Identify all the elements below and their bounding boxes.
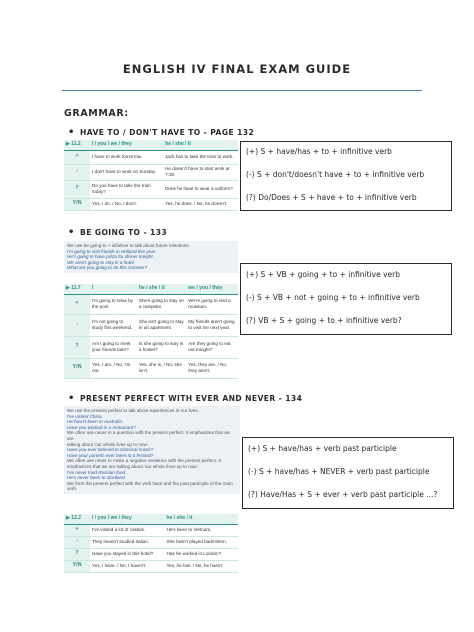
topic-heading-be-going-to: • BE GOING TO - 133: [80, 228, 167, 237]
column-header: he / she / it: [165, 514, 238, 524]
have-to-table: [64, 140, 238, 211]
page-title: ENGLISH IV FINAL EXAM GUIDE: [122, 62, 352, 76]
column-header: I: [90, 284, 137, 294]
table-row: ? Have you stayed in this hotel? Has he worked in London?: [64, 548, 238, 560]
audio-icon: ▶: [66, 514, 70, 521]
formula-box-have-to: [240, 141, 452, 211]
be-going-to-table: [64, 284, 238, 379]
column-header: I / you / we / they: [90, 140, 163, 150]
table-row: ? Am I going to meet your friends later? Is she going to stay in a hostel? Are they going to eat out tonight?: [64, 336, 238, 358]
formula-question: (?) Have/Has + S + ever + verb past participle ...?: [248, 490, 438, 499]
formula-positive: (+) S + have/has + to + infinitive verb: [246, 147, 392, 156]
topic-heading-have-to: • HAVE TO / DON'T HAVE TO - PAGE 132: [80, 128, 254, 137]
formula-positive: (+) S + have/has + verb past participle: [248, 444, 397, 453]
formula-box-present-perfect: [242, 437, 454, 509]
be-going-to-examples: We use be going to + infinitive to talk about future intentions. I'm going to visit friends in Holland this year. He's going to have pizza for dinner tonight. We aren't going to stay in a hotel. What are you going to do this summer?: [64, 241, 238, 273]
table-row: - I'm not going to study this weekend. She isn't going to stay in an apartment. My friends aren't going to visit me next year.: [64, 314, 238, 336]
column-header: he / she / it: [137, 284, 186, 294]
topic-heading-present-perfect: • PRESENT PERFECT WITH EVER AND NEVER - 134: [80, 394, 302, 403]
audio-icon: ▶: [66, 140, 70, 147]
table-row: Y/N Yes, I am. / No, I'm not. Yes, she is. / No, she isn't. Yes, they are. / No, they aren't.: [64, 358, 238, 378]
formula-negative: (-) S + don't/doesn't have + to + infinitive verb: [246, 170, 425, 179]
formula-question: (?) Do/Does + S + have + to + infinitive verb: [246, 193, 417, 202]
table-row: + I have to work tomorrow. Jack has to take the train to work.: [64, 150, 238, 164]
formula-positive: (+) S + VB + going + to + infinitive verb: [246, 270, 400, 279]
formula-question: (?) VB + S + going + to + infinitive verb?: [246, 316, 402, 325]
formula-negative: (-) S + VB + not + going + to + infinitive verb: [246, 293, 420, 302]
column-header: we / you / they: [186, 284, 238, 294]
table-row: Y/N Yes, I do. / No, I don't. Yes, he does. / No, he doesn't.: [64, 198, 238, 210]
table-row: + I'm going to relax by the pool. She's going to stay on a campsite. We're going to visit a museum.: [64, 294, 238, 314]
table-row: Y/N Yes, I have. / No, I haven't. Yes, he has. / No, he hasn't.: [64, 560, 238, 572]
table-row: + I've visited a lot of castles. He's been to Vietnam.: [64, 524, 238, 536]
present-perfect-examples: We use the present perfect to talk about experiences in our lives. I've visited China. He hasn't been to Australia. Have you worked in a restaurant? We often use never in a question with the present perfect. It emphasizes that we are talking about 'our whole lives up to now'. Have you ever listened to classical music? Have your parents ever been to a festival? We often use never to make a negative sentence with the present perfect. It emphasizes that we are talking about 'our whole lives up to now'. I've never tried Russian food. He's never been to Scotland. We form the present perfect with the verb have and the past participle of the main verb.: [64, 406, 240, 494]
present-perfect-table: [64, 514, 238, 573]
table-number: ▶ 12.2: [64, 514, 90, 524]
audio-icon: ▶: [66, 284, 70, 291]
formula-box-be-going-to: [240, 263, 452, 335]
table-number: ▶ 11.2: [64, 140, 90, 150]
column-header: I / you / we / they: [90, 514, 165, 524]
column-header: he / she / it: [163, 140, 238, 150]
table-row: ? Do you have to take the train today? Does he have to wear a uniform?: [64, 180, 238, 198]
table-row: - They haven't studied Italian. She hasn't played badminton.: [64, 536, 238, 548]
title-divider: [62, 90, 422, 91]
formula-negative: (-) S + have/has + NEVER + verb past participle: [248, 467, 430, 476]
section-label: GRAMMAR:: [64, 108, 129, 119]
table-number: ▶ 11.7: [64, 284, 90, 294]
table-row: - I don't have to work on Sunday. He doesn't have to start work at 7:30.: [64, 164, 238, 180]
